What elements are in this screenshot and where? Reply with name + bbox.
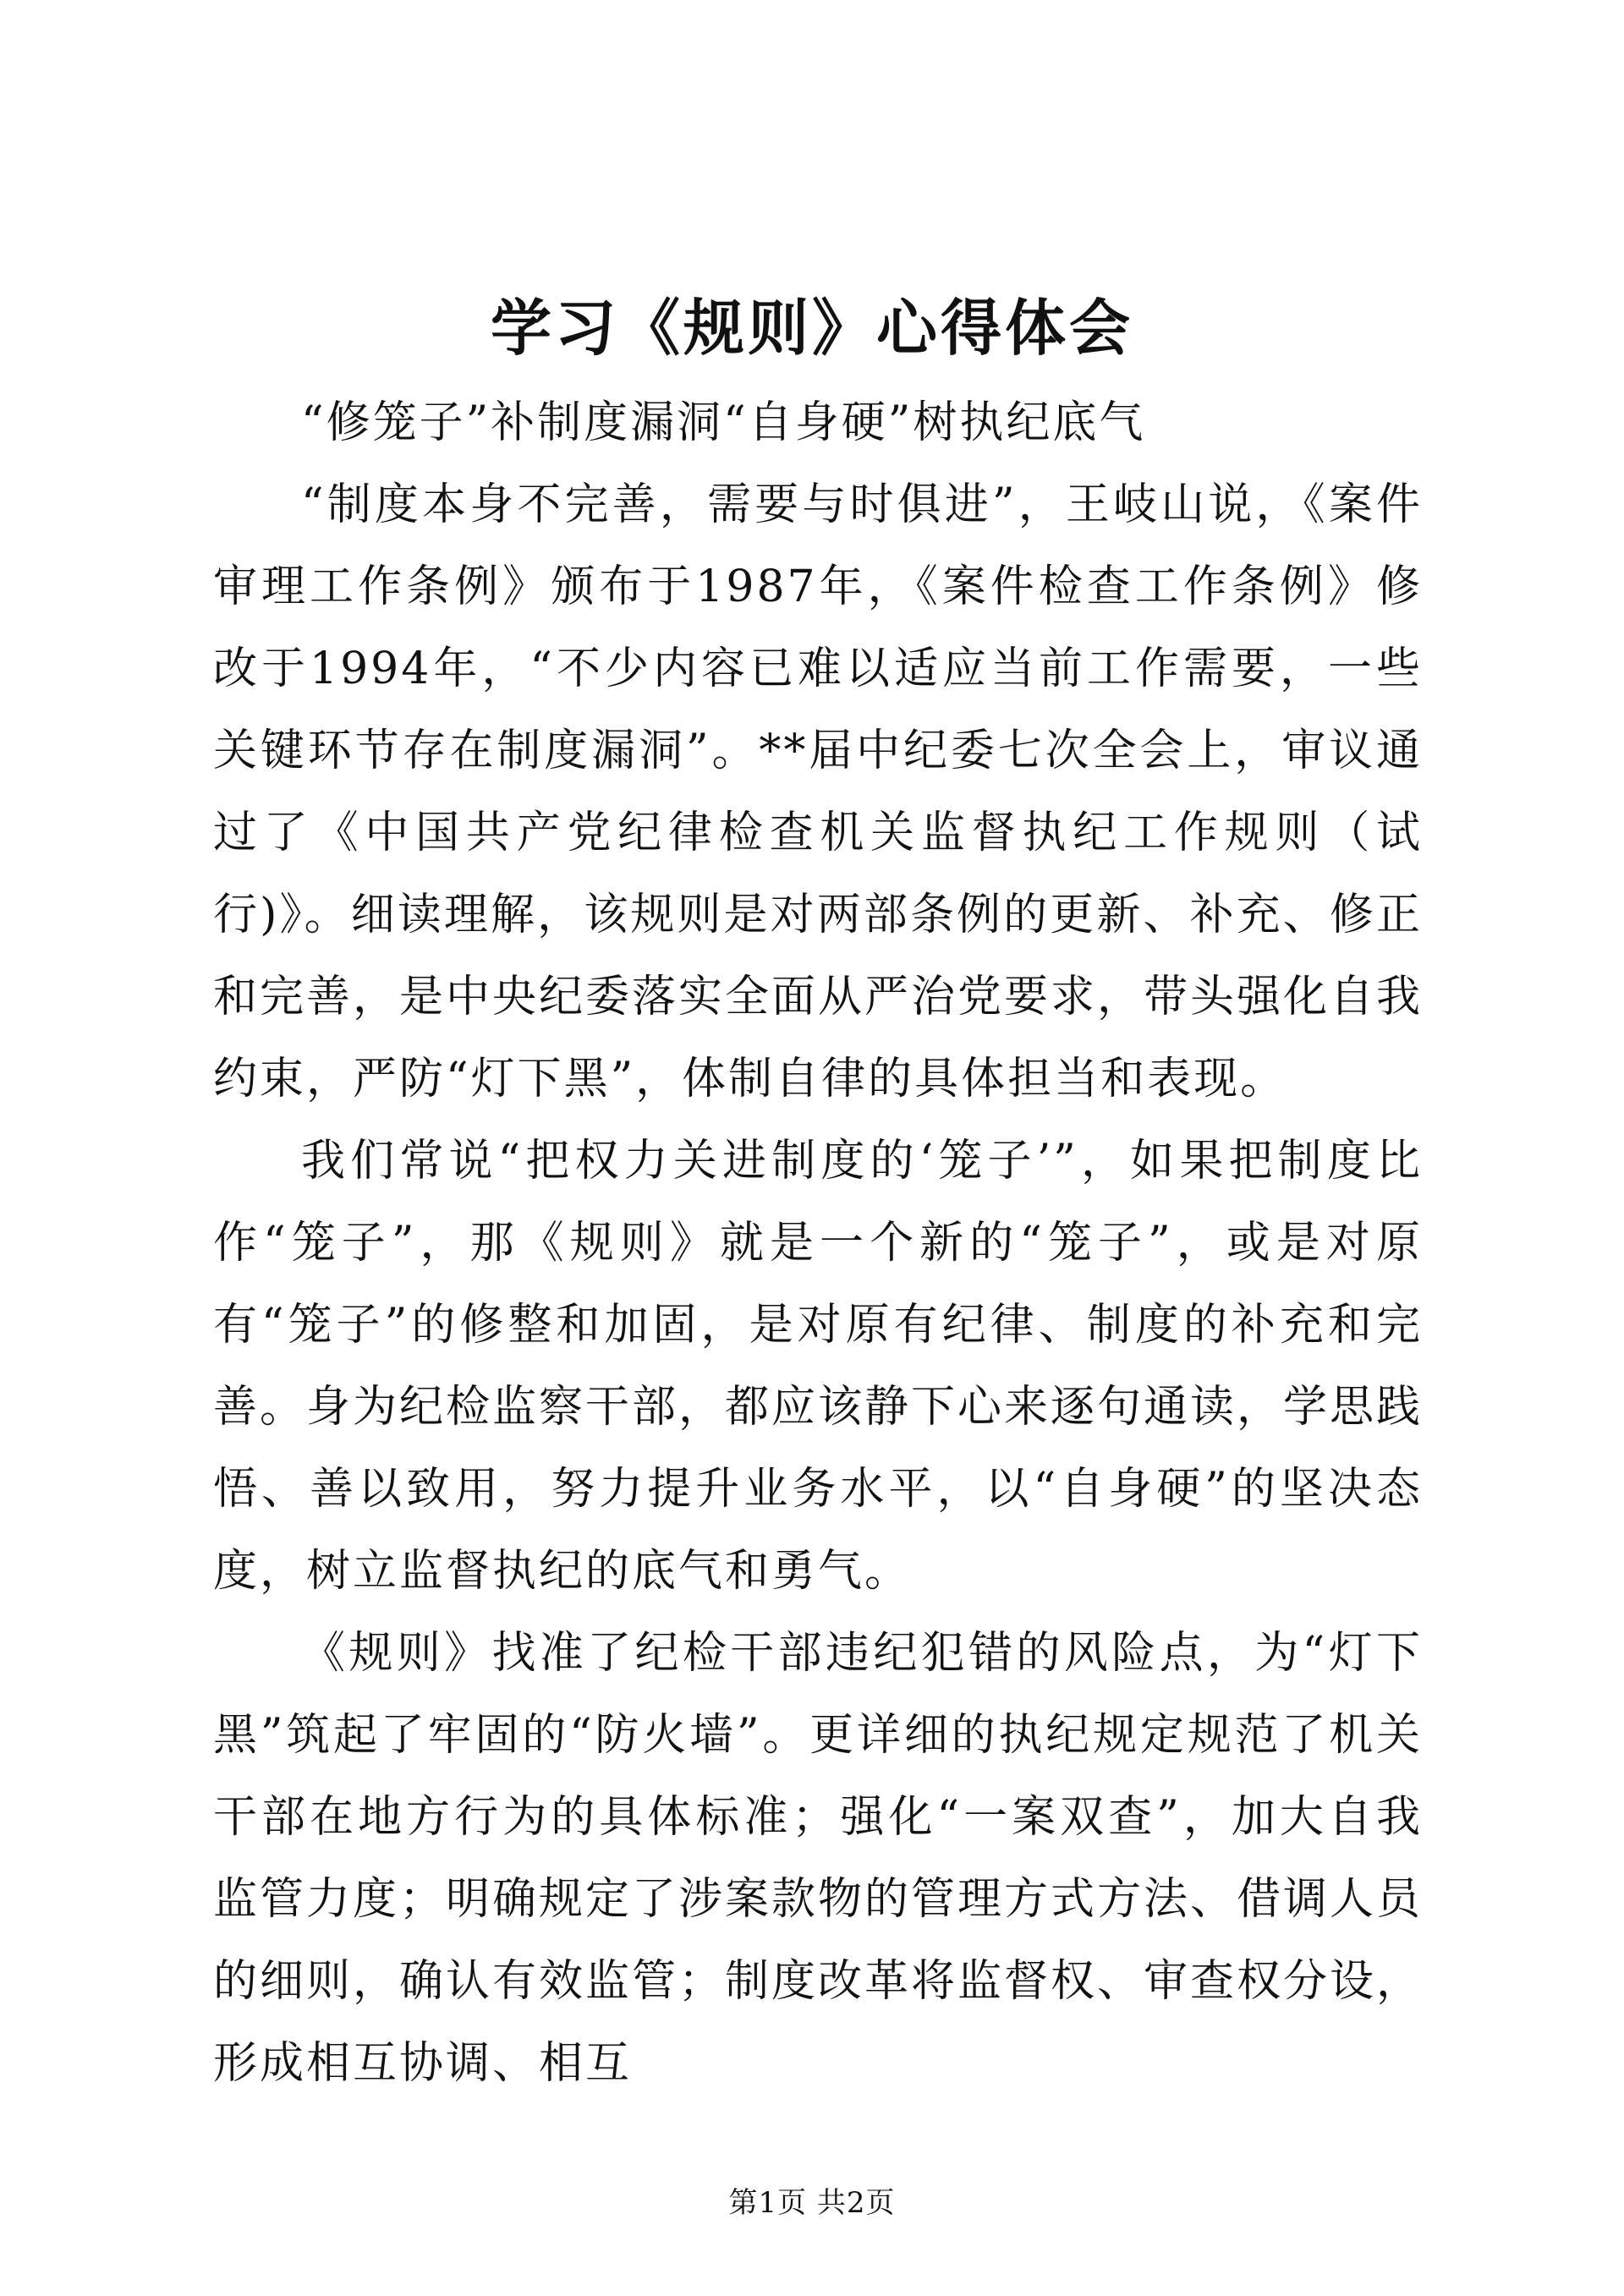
- page-footer: 第1页 共2页: [728, 2186, 896, 2220]
- paragraph-1: “制度本身不完善，需要与时俱进”，王岐山说，《案件审理工作条例》颁布于1987年，《案件检查工作条例》修改于1994年，“不少内容已难以适应当前工作需要，一些关键环节存在制度漏洞”。**届中纪委七次全会上，审议通过了《中国共产党纪律检查机关监督执纪工作规则（试行)》。细读理解，该规则是对两部条例的更新、补充、修正和完善，是中央纪委落实全面从严治党要求，带头强化自我约束，严防“灯下黑”，体制自律的具体担当和表现。: [213, 479, 1424, 1104]
- document-title: 学习《规则》心得体会: [490, 292, 1133, 364]
- document-subtitle: “修笼子”补制度漏洞“自身硬”树执纪底气: [301, 397, 1146, 448]
- document-body: [213, 382, 1423, 2105]
- paragraph-2: 我们常说“把权力关进制度的‘笼子’”，如果把制度比作“笼子”，那《规则》就是一个新的“笼子”，或是对原有“笼子”的修整和加固，是对原有纪律、制度的补充和完善。身为纪检监察干部，都应该静下心来逐句通读，学思践悟、善以致用，努力提升业务水平，以“自身硬”的坚决态度，树立监督执纪的底气和勇气。: [213, 1136, 1424, 1597]
- paragraph-3: 《规则》找准了纪检干部违纪犯错的风险点，为“灯下黑”筑起了牢固的“防火墙”。更详细的执纪规定规范了机关干部在地方行为的具体标准；强化“一案双查”，加大自我监管力度；明确规定了涉案款物的管理方式方法、借调人员的细则，确认有效监管；制度改革将监督权、审查权分设，形成相互协调、相互: [213, 1628, 1424, 2089]
